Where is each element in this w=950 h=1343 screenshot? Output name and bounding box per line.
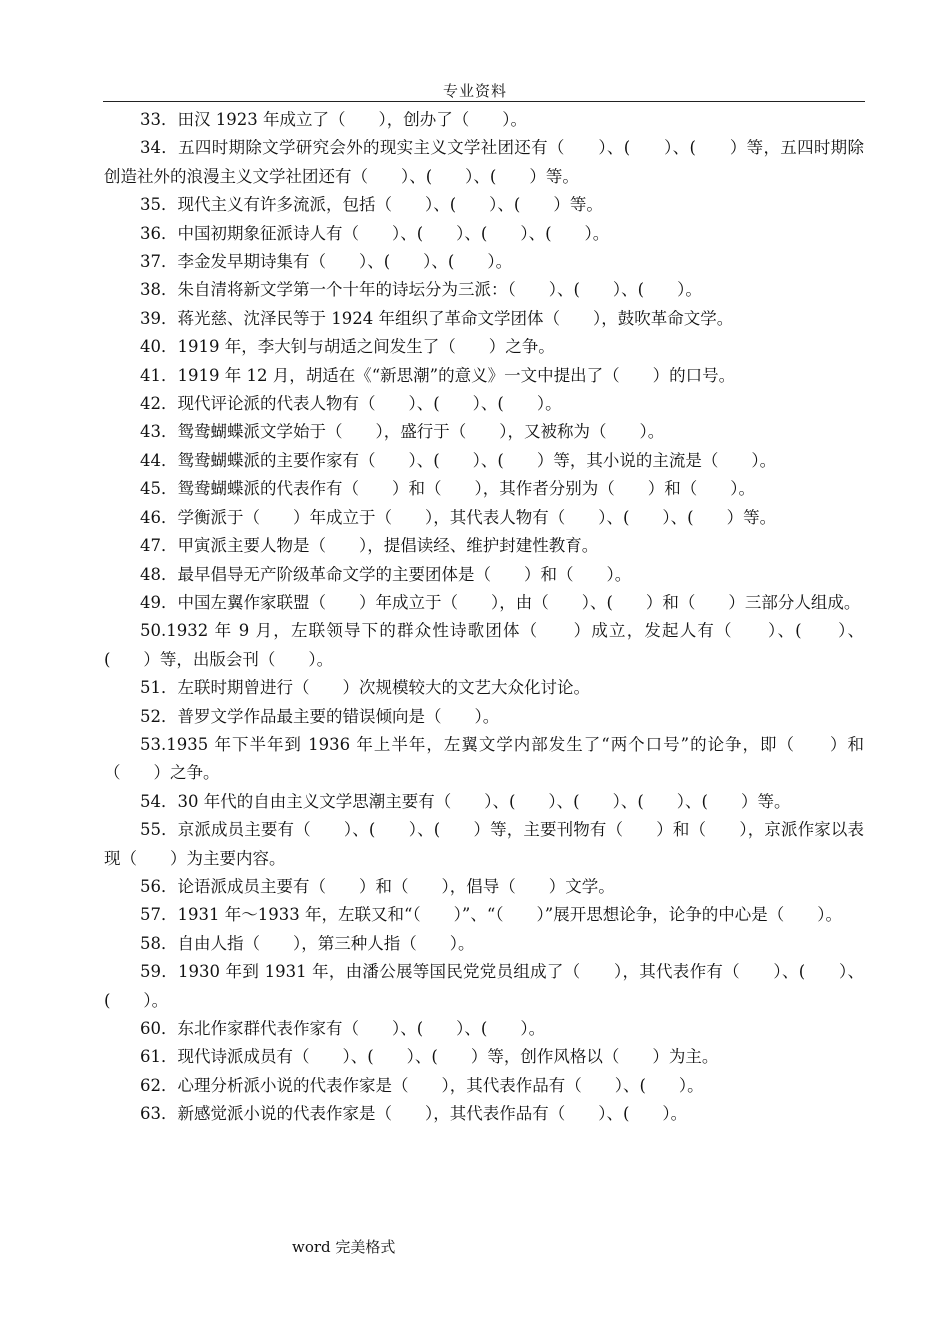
question-item: 60．东北作家群代表作家有（ ）、( ）、( ）。 bbox=[140, 1019, 546, 1038]
question-item: 58．自由人指（ ），第三种人指（ ）。 bbox=[140, 933, 475, 953]
question-item: 43．鸳鸯蝴蝶派文学始于（ ），盛行于（ ），又被称为（ ）。 bbox=[140, 422, 665, 442]
question-item: 48．最早倡导无产阶级革命文学的主要团体是（ ）和（ ）。 bbox=[140, 564, 632, 584]
question-item: 52．普罗文学作品最主要的错误倾向是（ ）。 bbox=[140, 706, 500, 726]
question-item: 47．甲寅派主要人物是（ ），提倡读经、维护封建性教育。 bbox=[140, 536, 599, 556]
question-item: 45．鸳鸯蝴蝶派的代表作有（ ）和（ ），其作者分别为（ ）和（ ）。 bbox=[140, 479, 755, 499]
question-item: 51．左联时期曾进行（ ）次规模较大的文艺大众化讨论。 bbox=[140, 678, 590, 698]
question-list bbox=[104, 106, 864, 1129]
question-item: 39．蒋光慈、沈泽民等于 1924 年组织了革命文学团体（ ），鼓吹革命文学。 bbox=[140, 308, 734, 328]
question-item: 50.1932 年 9 月，左联领导下的群众性诗歌团体（ ）成立，发起人有（ ）、( ）、( ）等，出版会刊（ ）。 bbox=[104, 621, 864, 669]
page-header-title: 专业资料 bbox=[442, 82, 507, 100]
question-item: 53.1935 年下半年到 1936 年上半年，左翼文学内部发生了“两个口号”的论争，即（ ）和（ ）之争。 bbox=[104, 734, 864, 783]
question-item: 57．1931 年～1933 年，左联又和“（ ）”、“（ ）”展开思想论争，论争的中心是（ ）。 bbox=[140, 905, 842, 925]
question-item: 36．中国初期象征派诗人有（ ）、( ）、( ）、( ）。 bbox=[140, 223, 610, 243]
header-divider bbox=[103, 101, 865, 102]
question-item: 55．京派成员主要有（ ）、( ）、( ）等，主要刊物有（ ）和（ ），京派作家以表现（ ）为主要内容。 bbox=[104, 820, 864, 868]
question-item: 56．论语派成员主要有（ ）和（ ），倡导（ ）文学。 bbox=[140, 876, 615, 896]
question-item: 38．朱自清将新文学第一个十年的诗坛分为三派：（ ）、( ）、( ）。 bbox=[140, 280, 702, 300]
question-item: 46．学衡派于（ ）年成立于（ ），其代表人物有（ ）、( ）、( ）等。 bbox=[140, 507, 777, 527]
question-item: 40．1919 年，李大钊与胡适之间发生了（ ）之争。 bbox=[140, 337, 555, 357]
question-item: 41．1919 年 12 月，胡适在《“新思潮”的意义》一文中提出了（ ）的口号。 bbox=[140, 365, 736, 385]
question-item: 44．鸳鸯蝴蝶派的主要作家有（ ）、( ）、( ）等，其小说的主流是（ ）。 bbox=[140, 450, 777, 470]
question-item: 33．田汉 1923 年成立了（ ），创办了（ ）。 bbox=[140, 110, 527, 129]
question-item: 61．现代诗派成员有（ ）、( ）、( ）等，创作风格以（ ）为主。 bbox=[140, 1047, 719, 1067]
question-item: 37．李金发早期诗集有（ ）、( ）、( ）。 bbox=[140, 252, 513, 272]
question-item: 49．中国左翼作家联盟（ ）年成立于（ ），由（ ）、( ）和（ ）三部分人组成。 bbox=[140, 592, 861, 612]
question-item: 62．心理分析派小说的代表作家是（ ），其代表作品有（ ）、( ）。 bbox=[140, 1075, 704, 1095]
question-item: 54．30 年代的自由主义文学思潮主要有（ ）、( ）、( ）、( ）、( ）等。 bbox=[140, 791, 791, 811]
question-item: 63．新感觉派小说的代表作家是（ ），其代表作品有（ ）、( ）。 bbox=[140, 1104, 688, 1124]
question-item: 59．1930 年到 1931 年，由潘公展等国民党党员组成了（ ），其代表作有（ ）、( ）、( ）。 bbox=[104, 962, 864, 1010]
page-footer-text: word 完美格式 bbox=[292, 1238, 396, 1256]
question-item: 34．五四时期除文学研究会外的现实主义文学社团还有（ ）、( ）、( ）等，五四时期除创造社外的浪漫主义文学社团还有（ ）、( ）、( ）等。 bbox=[104, 138, 864, 186]
question-item: 35．现代主义有许多流派，包括（ ）、( ）、( ）等。 bbox=[140, 195, 603, 215]
question-item: 42．现代评论派的代表人物有（ ）、( ）、( ）。 bbox=[140, 394, 562, 414]
